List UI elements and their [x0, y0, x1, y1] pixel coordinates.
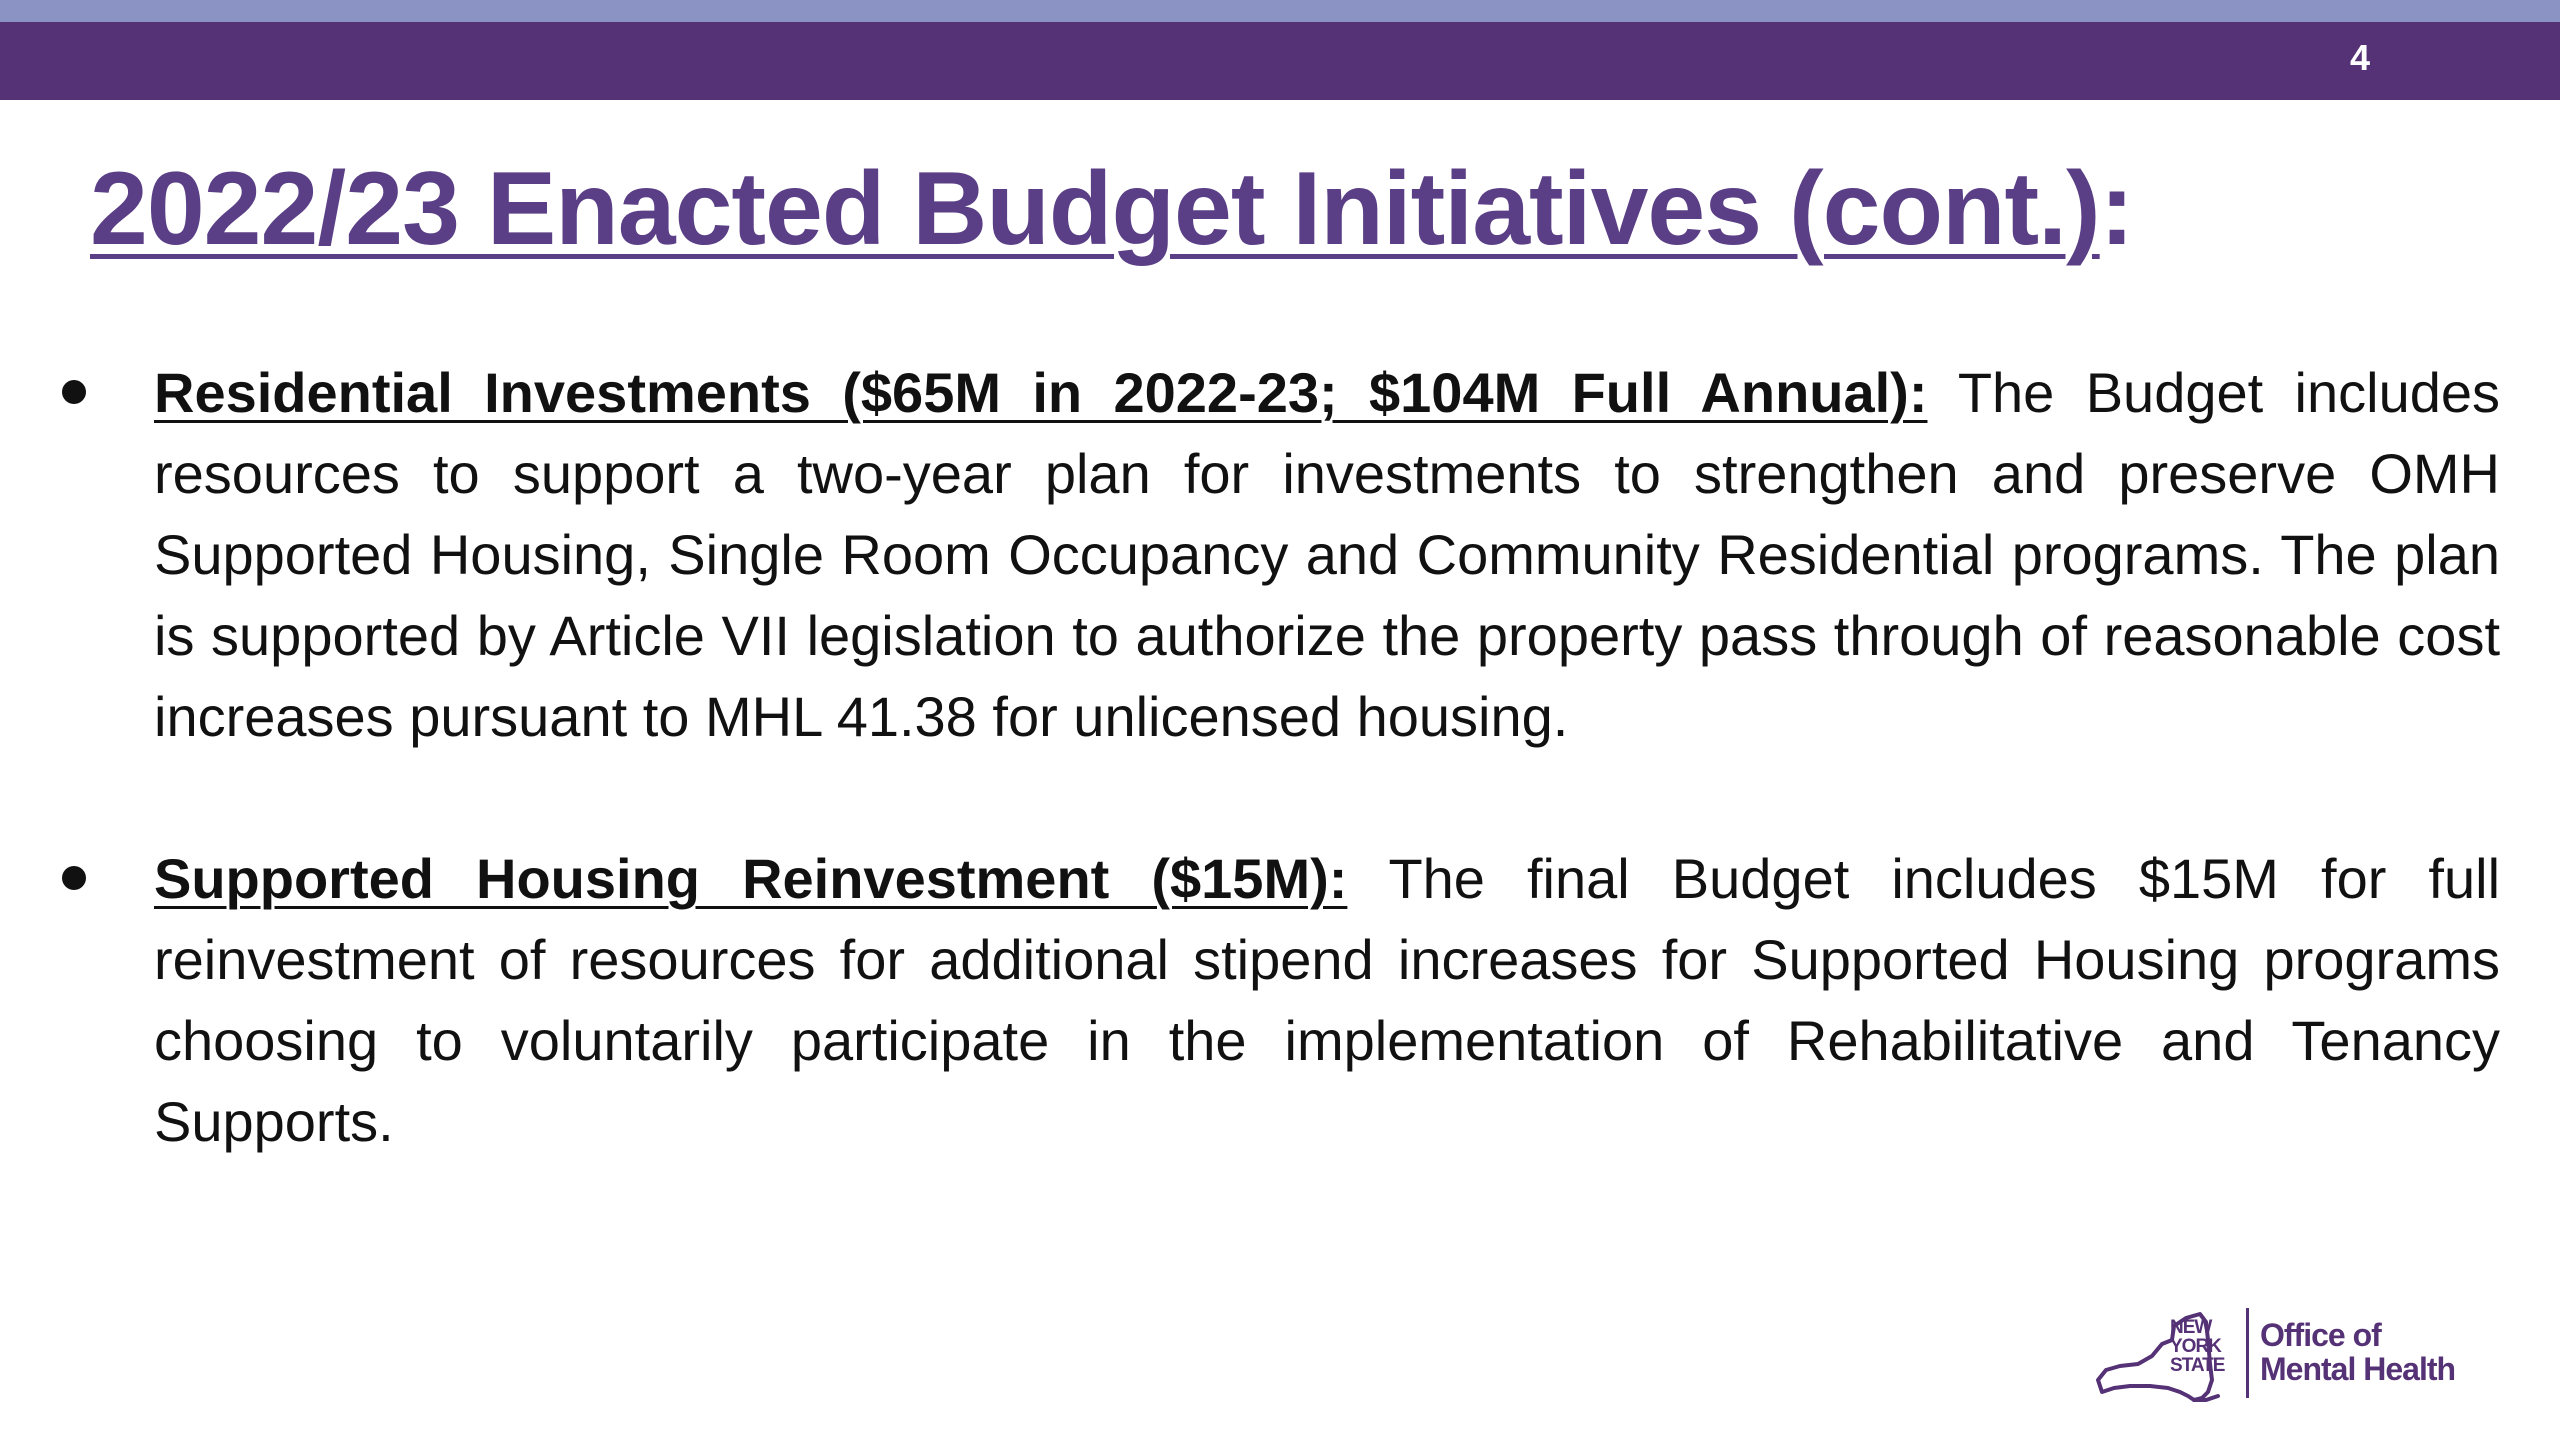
logo-state-line: YORK: [2170, 1336, 2221, 1357]
logo-office-line: Office of: [2260, 1317, 2381, 1353]
logo-state-text: [2170, 1318, 2224, 1375]
bullet-heading: Supported Housing Reinvestment ($15M):: [154, 847, 1348, 910]
header-bar: [0, 22, 2560, 100]
bullet-body: The Budget includes resources to support a two-year plan for investments to strengthen and preserve OMH Supported Housing, Single Room Occupancy and Community Residential programs. The plan is supported by Article VII legislation to authorize the property pass through of reasonable cost increases pursuant to MHL 41.38 for unlicensed housing.: [154, 361, 2501, 748]
logo-office-line: Mental Health: [2260, 1351, 2456, 1387]
logo-state-line: STATE: [2170, 1355, 2225, 1376]
top-accent-stripe: [0, 0, 2560, 22]
slide-number: 4: [2349, 37, 2370, 78]
bullet-dot-icon: [62, 380, 86, 404]
bullet-list: [0, 352, 2560, 1162]
slide-title-text: 2022/23 Enacted Budget Initiatives (cont.): [90, 151, 2100, 267]
bullet-supported-housing-reinvestment: [154, 838, 2500, 1162]
slide-title-colon: :: [2099, 151, 2134, 267]
bullet-residential-investments: [154, 352, 2500, 757]
logo-divider: [2246, 1308, 2249, 1398]
logo-state-line: NEW: [2170, 1317, 2212, 1338]
bullet-heading: Residential Investments ($65M in 2022-23; $104M Full Annual):: [154, 361, 1928, 424]
bullet-dot-icon: [62, 866, 86, 890]
bullet-body: The final Budget includes $15M for full reinvestment of resources for additional stipend increases for Supported Housing programs choosing to voluntarily participate in the implementation of Rehabilitative and Tenancy Supports.: [154, 847, 2501, 1153]
omh-logo: [2090, 1300, 2470, 1410]
logo-office-text: [2260, 1318, 2455, 1386]
slide-title: [90, 150, 2133, 270]
